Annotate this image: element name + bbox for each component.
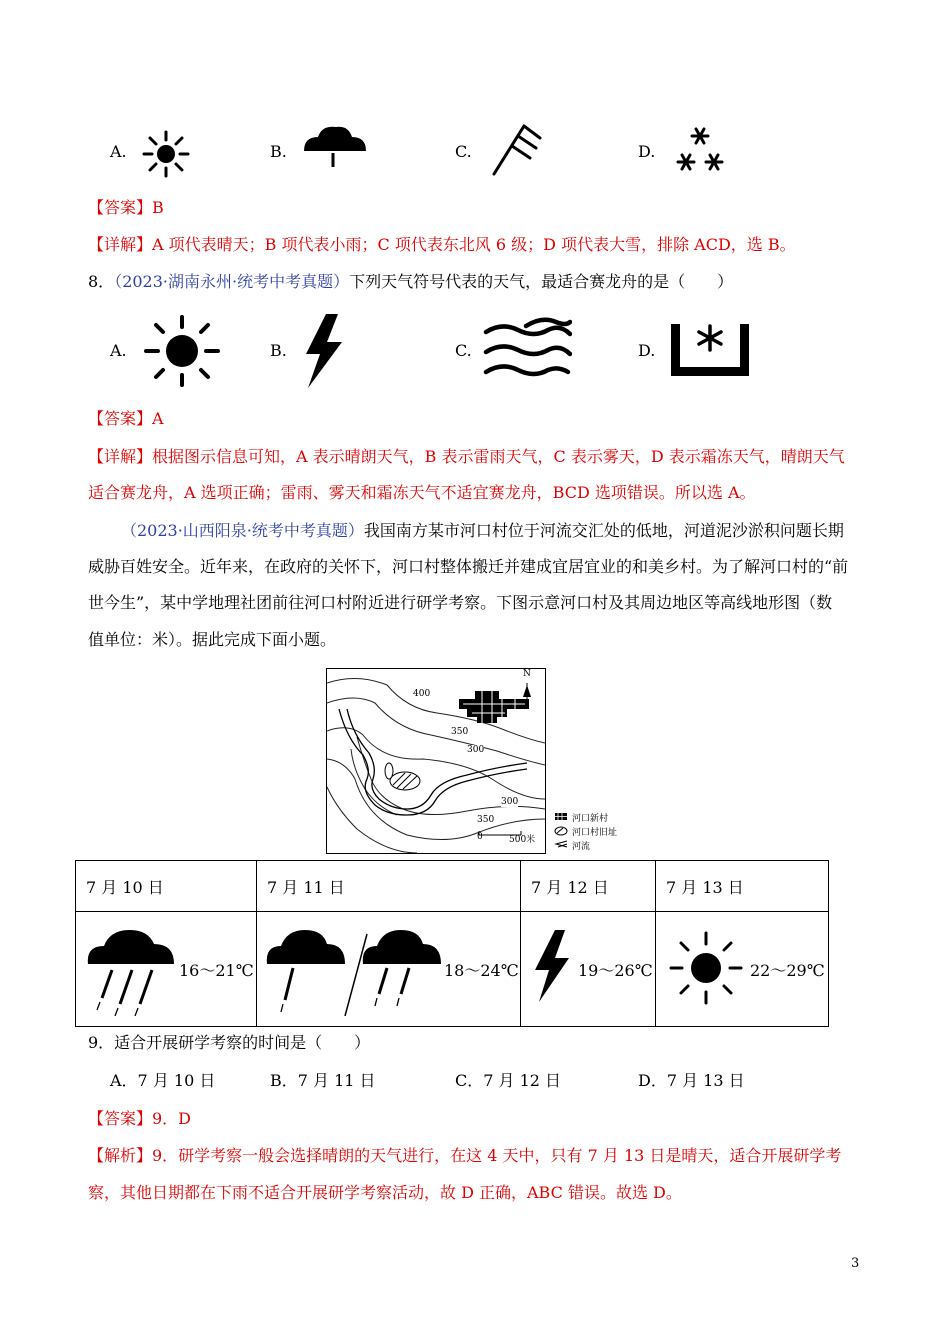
q9-answer: 【答案】9．D bbox=[88, 1109, 192, 1128]
passage-line1 bbox=[121, 521, 844, 541]
q8-answer: 【答案】A bbox=[88, 409, 164, 428]
forecast-cell bbox=[76, 912, 257, 1027]
contour-label: 400 bbox=[413, 689, 431, 699]
passage-line4: 值单位：米）。据此完成下面小题。 bbox=[88, 630, 337, 649]
q7-detail: 【详解】A 项代表晴天；B 项代表小雨；C 项代表东北风 6 级；D 项代表大雪，排除 ACD，选 B。 bbox=[88, 235, 796, 254]
scale-start: 0 bbox=[477, 832, 483, 842]
contour-map bbox=[326, 668, 546, 854]
q7-option-d-label: D. bbox=[638, 142, 656, 161]
passage-line3: 世今生”，某中学地理社团前往河口村附近进行研学考察。下图示意河口村及其周边地区等高线地形图（数 bbox=[88, 593, 833, 612]
q7-answer: 【答案】B bbox=[88, 198, 164, 217]
wind-icon bbox=[490, 120, 550, 180]
fog-icon bbox=[482, 316, 572, 386]
q9-question: 9．适合开展研学考察的时间是（ ） bbox=[88, 1033, 371, 1052]
q8-option-a-label: A. bbox=[110, 341, 127, 360]
q7-option-a-label: A. bbox=[110, 142, 127, 161]
q7-option-c-label: C. bbox=[455, 142, 472, 161]
q7-option-b-label: B. bbox=[270, 142, 287, 161]
map-north: N bbox=[523, 669, 531, 679]
page-number: 3 bbox=[851, 1256, 860, 1271]
q8-number: 8． bbox=[88, 272, 115, 291]
sunny-icon bbox=[140, 128, 192, 180]
passage-line2: 威胁百姓安全。近年来，在政府的关怀下，河口村整体搬迁并建成宜居宜业的和美乡村。为了解河口村的“前 bbox=[88, 557, 849, 576]
forecast-header-row bbox=[76, 861, 829, 912]
legend-label: 河口新村 bbox=[572, 814, 609, 824]
legend-symbols bbox=[554, 812, 568, 852]
passage-source: （2023·山西阳泉·统考中考真题） bbox=[121, 521, 364, 540]
thunderstorm-icon bbox=[300, 312, 346, 390]
forecast-date: 7 月 10 日 bbox=[76, 861, 257, 912]
frost-icon bbox=[669, 320, 751, 378]
q9-option: A．7 月 10 日 bbox=[110, 1071, 216, 1090]
q9-analysis-line2: 察，其他日期都在下雨不适合开展研学考察活动，故 D 正确，ABC 错误。故选 D。 bbox=[88, 1183, 682, 1202]
forecast-cell bbox=[521, 912, 656, 1027]
contour-label: 300 bbox=[501, 797, 519, 807]
light-rain-icon bbox=[300, 123, 370, 173]
q8-detail-line2: 适合赛龙舟，A 选项正确；雷雨、雾天和霜冻天气不适宜赛龙舟，BCD 选项错误。所以选 A。 bbox=[88, 483, 756, 502]
q8-option-b-label: B. bbox=[270, 341, 287, 360]
contour-map-lines bbox=[327, 669, 545, 853]
q8-detail-line1: 【详解】根据图示信息可知，A 表示晴朗天气，B 表示雷雨天气，C 表示雾天，D 表示霜冻天气，晴朗天气 bbox=[88, 447, 845, 466]
rain-turn-rain-icon bbox=[263, 924, 443, 1016]
forecast-table bbox=[75, 860, 829, 1027]
q9-option: C．7 月 12 日 bbox=[455, 1071, 562, 1090]
q9-option: D．7 月 13 日 bbox=[638, 1071, 745, 1090]
forecast-date: 7 月 12 日 bbox=[521, 861, 656, 912]
contour-label: 350 bbox=[477, 815, 495, 825]
legend-label: 河口村旧址 bbox=[572, 828, 618, 838]
contour-label: 350 bbox=[451, 727, 469, 737]
forecast-cell bbox=[656, 912, 829, 1027]
forecast-temp: 22～29℃ bbox=[750, 961, 825, 980]
forecast-date: 7 月 13 日 bbox=[656, 861, 829, 912]
forecast-temp: 19～26℃ bbox=[578, 961, 653, 980]
q8-question bbox=[88, 272, 733, 292]
forecast-temp: 18～24℃ bbox=[444, 961, 519, 980]
q8-text: 下列天气符号代表的天气，最适合赛龙舟的是（ ） bbox=[349, 272, 734, 291]
forecast-date: 7 月 11 日 bbox=[257, 861, 521, 912]
q8-option-d-label: D. bbox=[638, 341, 656, 360]
heavy-snow-icon bbox=[672, 124, 728, 176]
scale-end: 500米 bbox=[509, 835, 536, 845]
thunderstorm-icon bbox=[531, 928, 571, 1004]
q9-analysis-line1: 【解析】9．研学考察一般会选择晴朗的天气进行，在这 4 天中，只有 7 月 13 日是晴天，适合开展研学考 bbox=[88, 1146, 842, 1165]
forecast-temp: 16～21℃ bbox=[179, 961, 254, 980]
rain-icon bbox=[84, 924, 176, 1016]
forecast-weather-row bbox=[76, 912, 829, 1027]
sunny-icon bbox=[143, 314, 221, 388]
q8-option-c-label: C. bbox=[455, 341, 472, 360]
q8-source: （2023·湖南永州·统考中考真题） bbox=[114, 272, 350, 291]
forecast-cell bbox=[257, 912, 521, 1027]
q9-option: B．7 月 11 日 bbox=[270, 1071, 376, 1090]
legend-label: 河流 bbox=[572, 842, 591, 852]
passage-text-1: 我国南方某市河口村位于河流交汇处的低地，河道泥沙淤积问题长期 bbox=[363, 521, 844, 540]
sunny-icon bbox=[668, 930, 744, 1006]
contour-label: 300 bbox=[467, 745, 485, 755]
